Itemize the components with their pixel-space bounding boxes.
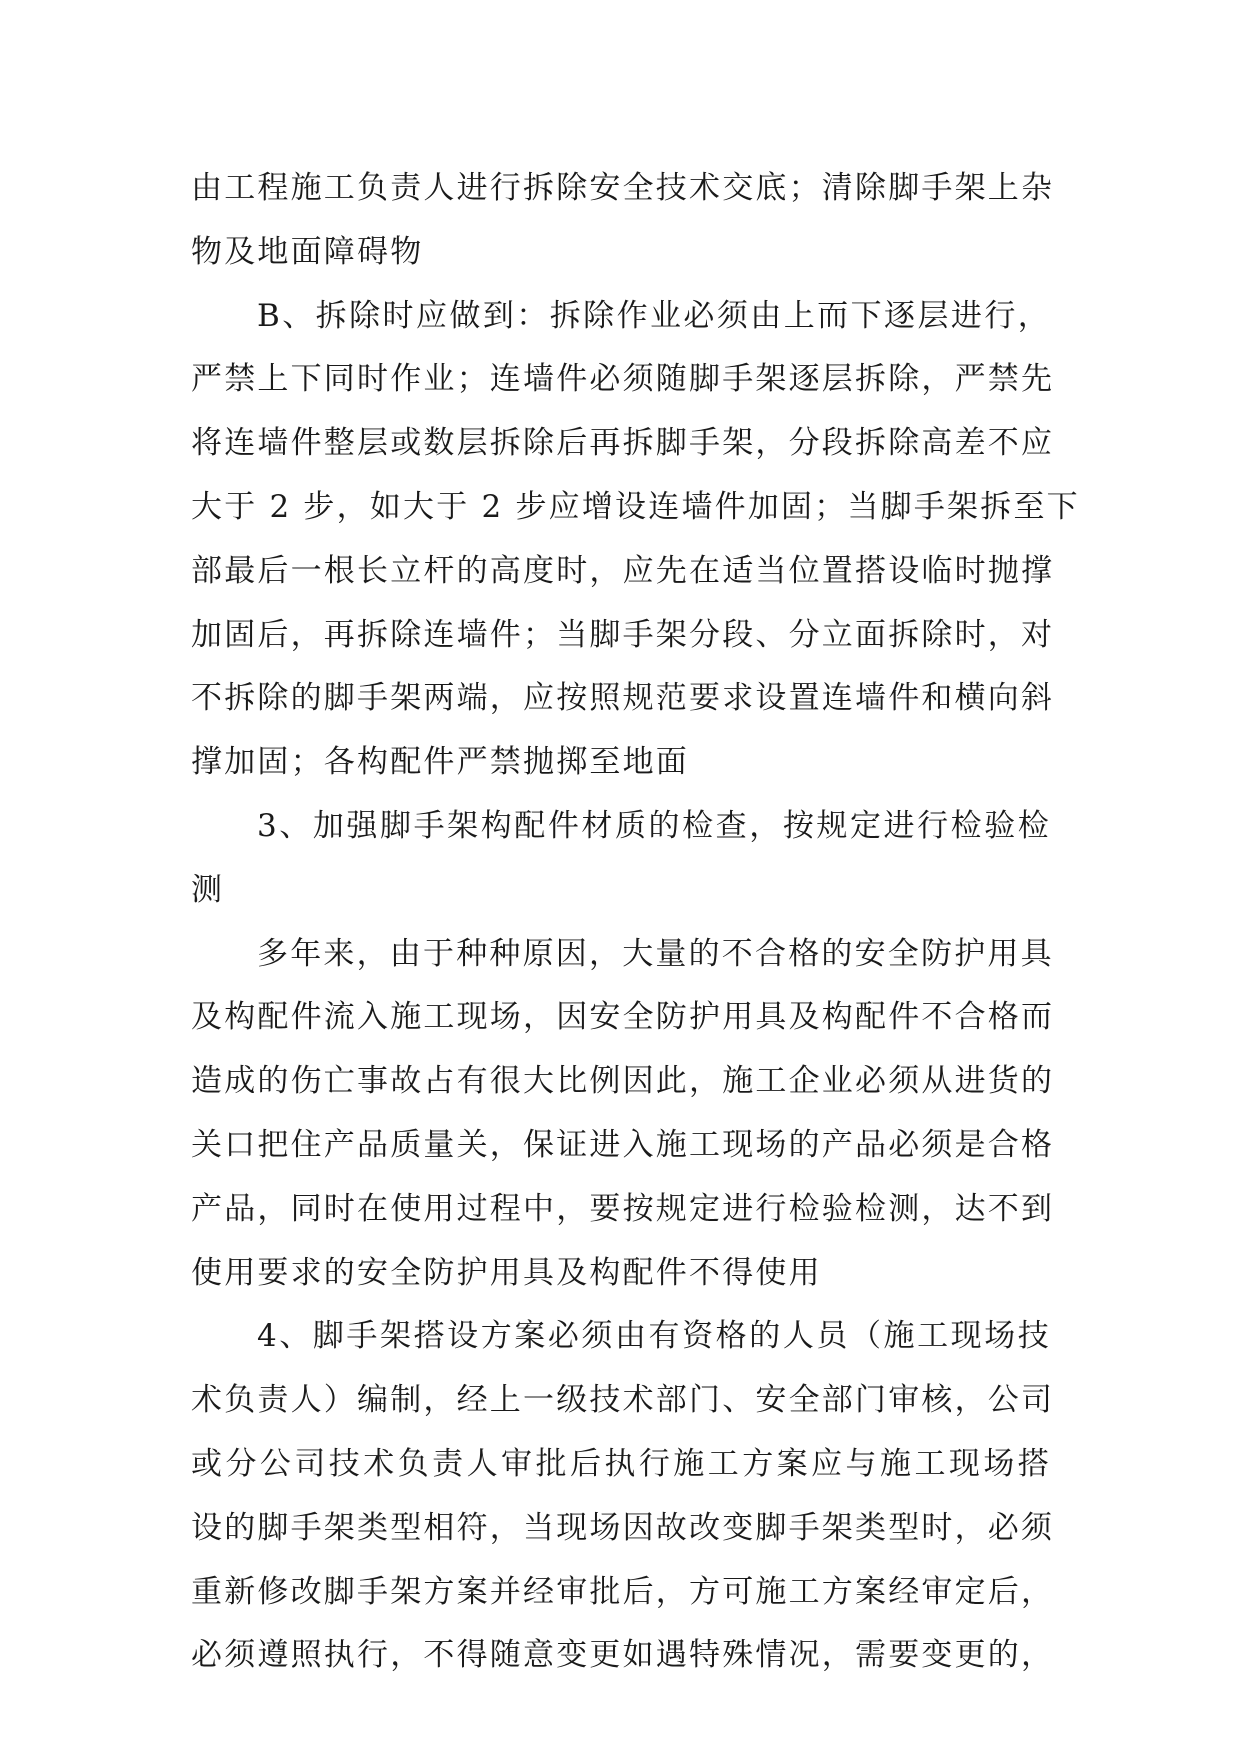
text-line: 使用要求的安全防护用具及构配件不得使用 xyxy=(191,1254,822,1291)
text-line: 4、脚手架搭设方案必须由有资格的人员（施工现场技 xyxy=(257,1318,1051,1355)
text-line: 测 xyxy=(191,871,225,908)
text-line: 由工程施工负责人进行拆除安全技术交底；清除脚手架上杂 xyxy=(191,170,1055,206)
text-line: 设的脚手架类型相符，当现场因故改变脚手架类型时，必须 xyxy=(191,1509,1055,1546)
text-line: 将连墙件整层或数层拆除后再拆脚手架，分段拆除高差不应 xyxy=(191,425,1055,462)
document-body xyxy=(191,157,1080,1688)
text-line: B、拆除时应做到：拆除作业必须由上而下逐层进行， xyxy=(257,297,1051,334)
text-line: 加固后，再拆除连墙件；当脚手架分段、分立面拆除时，对 xyxy=(191,616,1055,653)
text-line: 不拆除的脚手架两端，应按照规范要求设置连墙件和横向斜 xyxy=(191,680,1055,717)
text-line: 多年来，由于种种原因，大量的不合格的安全防护用具 xyxy=(257,935,1054,972)
text-line: 关口把住产品质量关，保证进入施工现场的产品必须是合格 xyxy=(191,1126,1055,1163)
text-line: 大于 2 步，如大于 2 步应增设连墙件加固；当脚手架拆至下 xyxy=(191,488,1080,525)
text-line: 或分公司技术负责人审批后执行施工方案应与施工现场搭 xyxy=(191,1445,1051,1482)
text-line: 3、加强脚手架构配件材质的检查，按规定进行检验检 xyxy=(257,807,1051,844)
text-line: 撑加固；各构配件严禁抛掷至地面 xyxy=(191,744,689,781)
text-line: 严禁上下同时作业；连墙件必须随脚手架逐层拆除，严禁先 xyxy=(191,361,1055,398)
text-line: 术负责人）编制，经上一级技术部门、安全部门审核，公司 xyxy=(191,1382,1055,1419)
text-line: 重新修改脚手架方案并经审批后，方可施工方案经审定后， xyxy=(191,1573,1055,1610)
text-line: 部最后一根长立杆的高度时，应先在适当位置搭设临时抛撑 xyxy=(191,552,1055,589)
text-line: 及构配件流入施工现场，因安全防护用具及构配件不合格而 xyxy=(191,999,1055,1036)
text-line: 造成的伤亡事故占有很大比例因此，施工企业必须从进货的 xyxy=(191,1063,1055,1100)
text-line: 必须遵照执行，不得随意变更如遇特殊情况，需要变更的， xyxy=(191,1637,1055,1674)
text-line: 物及地面障碍物 xyxy=(191,233,424,270)
text-line: 产品，同时在使用过程中，要按规定进行检验检测，达不到 xyxy=(191,1190,1055,1227)
